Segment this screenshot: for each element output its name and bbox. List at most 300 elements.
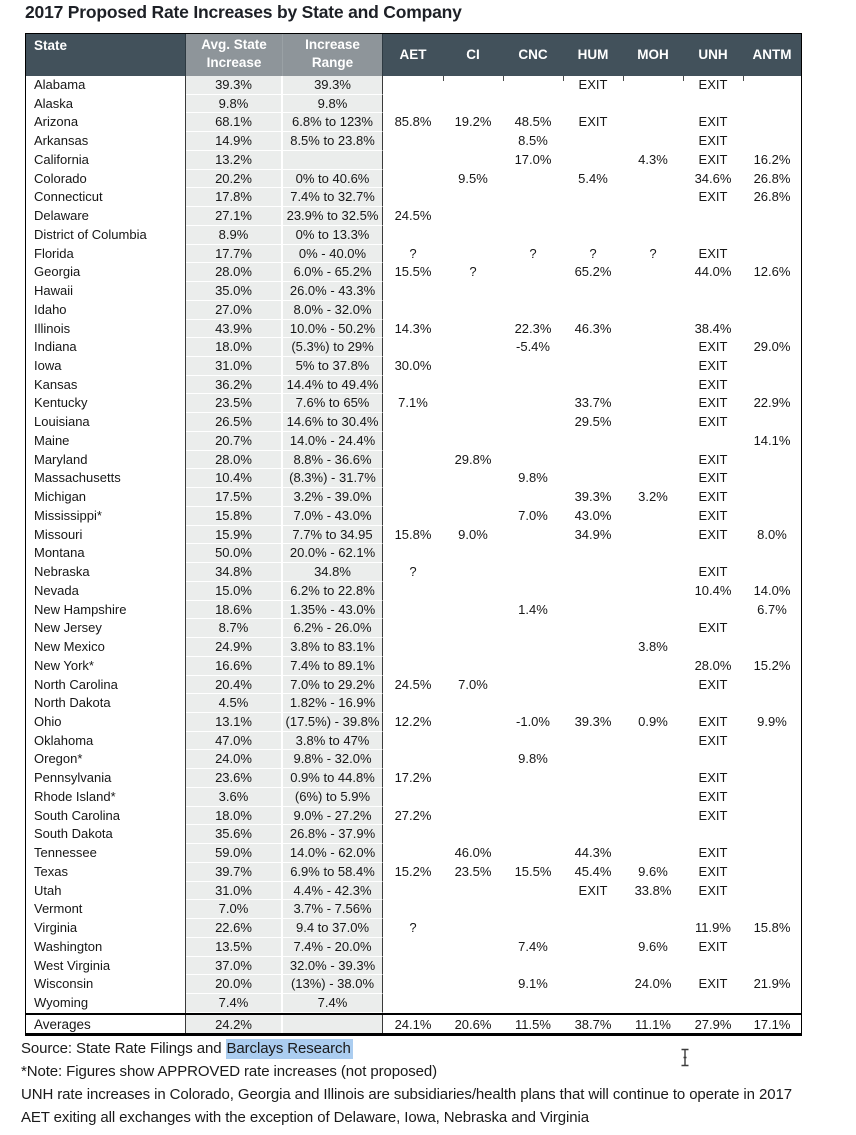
ci-cell xyxy=(443,882,503,901)
moh-cell xyxy=(623,207,683,226)
aet-cell xyxy=(383,151,443,170)
increase-range-cell: 0% to 13.3% xyxy=(283,226,383,245)
unh-cell: EXIT xyxy=(698,713,728,729)
avg-increase-cell: 4.5% xyxy=(186,694,283,713)
table-row xyxy=(26,619,801,638)
ci-cell xyxy=(443,750,503,769)
antm-cell xyxy=(743,882,801,901)
cnc-cell xyxy=(503,807,563,826)
avg-increase-cell: 36.2% xyxy=(186,376,283,395)
moh-cell: 3.2% xyxy=(638,489,668,505)
antm-cell xyxy=(743,413,801,432)
ci-cell: 46.0% xyxy=(454,845,492,861)
unh-cell: EXIT xyxy=(698,732,728,748)
increase-range-cell: (13%) - 38.0% xyxy=(283,975,383,994)
state-cell: Texas xyxy=(26,863,186,882)
antm-cell xyxy=(743,320,801,339)
note-aet: AET exiting all exchanges with the exception of Delaware, Iowa, Nebraska and Virginia xyxy=(21,1109,589,1126)
state-cell: New York* xyxy=(26,657,186,676)
ci-cell xyxy=(443,76,503,95)
unh-cell: 44.0% xyxy=(694,264,732,280)
state-cell: Oregon* xyxy=(26,750,186,769)
moh-cell: 9.6% xyxy=(638,938,668,954)
table-row xyxy=(26,900,801,919)
hum-cell: 29.5% xyxy=(574,414,612,430)
avg-increase-cell: 18.0% xyxy=(186,807,283,826)
hum-cell xyxy=(563,357,623,376)
hum-cell xyxy=(563,376,623,395)
column-headers-companies xyxy=(383,34,801,76)
hum-cell: EXIT xyxy=(578,114,608,130)
cnc-cell xyxy=(503,413,563,432)
unh-cell xyxy=(683,601,743,620)
table-row xyxy=(26,601,801,620)
table-row xyxy=(26,188,801,207)
table-row xyxy=(26,957,801,976)
avg-increase-cell: 15.0% xyxy=(186,582,283,601)
hum-cell xyxy=(563,788,623,807)
unh-cell: EXIT xyxy=(698,77,728,92)
state-cell: Vermont xyxy=(26,900,186,919)
unh-cell xyxy=(683,544,743,563)
increase-range-cell: 7.6% to 65% xyxy=(283,394,383,413)
ci-cell xyxy=(443,657,503,676)
aet-cell: 27.2% xyxy=(394,807,432,823)
increase-range-cell: 34.8% xyxy=(283,563,383,582)
moh-cell xyxy=(623,338,683,357)
table-row xyxy=(26,95,801,114)
avg-increase-cell: 16.6% xyxy=(186,657,283,676)
unh-cell: EXIT xyxy=(698,676,728,692)
moh-cell xyxy=(623,844,683,863)
cnc-cell xyxy=(503,994,563,1013)
aet-cell: 12.2% xyxy=(394,713,432,729)
increase-range-cell: 5% to 37.8% xyxy=(283,357,383,376)
state-cell: District of Columbia xyxy=(26,226,186,245)
moh-cell xyxy=(623,657,683,676)
table-row xyxy=(26,432,801,451)
hum-cell xyxy=(563,282,623,301)
unh-cell xyxy=(683,207,743,226)
unh-cell: EXIT xyxy=(698,189,728,205)
cnc-cell xyxy=(503,451,563,470)
state-cell: Delaware xyxy=(26,207,186,226)
moh-cell xyxy=(623,170,683,189)
antm-cell xyxy=(743,863,801,882)
increase-range-cell: 14.6% to 30.4% xyxy=(283,413,383,432)
unh-cell xyxy=(683,957,743,976)
moh-cell xyxy=(623,676,683,695)
moh-cell xyxy=(623,825,683,844)
state-cell: West Virginia xyxy=(26,957,186,976)
ci-cell xyxy=(443,900,503,919)
antm-cell xyxy=(743,676,801,695)
moh-cell xyxy=(623,301,683,320)
moh-cell xyxy=(623,507,683,526)
unh-cell: EXIT xyxy=(698,807,728,823)
ci-cell: 29.8% xyxy=(454,451,492,467)
increase-range-cell: 1.35% - 43.0% xyxy=(283,601,383,620)
antm-cell xyxy=(743,451,801,470)
unh-cell: EXIT xyxy=(698,564,728,580)
hum-cell xyxy=(563,582,623,601)
table-body xyxy=(26,76,801,1013)
antm-cell xyxy=(743,207,801,226)
state-cell: Missouri xyxy=(26,526,186,545)
table-row xyxy=(26,563,801,582)
hum-cell: 43.0% xyxy=(574,507,612,523)
cnc-cell xyxy=(503,657,563,676)
avg-increase-cell: 17.8% xyxy=(186,188,283,207)
i-beam-cursor-icon xyxy=(679,1048,691,1072)
antm-cell xyxy=(743,769,801,788)
hum-cell xyxy=(563,994,623,1013)
avg-increase-cell: 18.6% xyxy=(186,601,283,620)
state-cell: Arkansas xyxy=(26,132,186,151)
ci-cell xyxy=(443,582,503,601)
avg-increase-cell: 20.4% xyxy=(186,676,283,695)
moh-cell xyxy=(623,469,683,488)
state-cell: South Carolina xyxy=(26,807,186,826)
moh-cell xyxy=(623,263,683,282)
table-row xyxy=(26,694,801,713)
hum-cell: 5.4% xyxy=(578,170,608,186)
antm-cell: 16.2% xyxy=(753,151,791,167)
avg-increase-cell: 15.8% xyxy=(186,507,283,526)
avg-increase-cell: 14.9% xyxy=(186,132,283,151)
unh-cell xyxy=(683,994,743,1013)
hum-cell xyxy=(563,638,623,657)
averages-unh-cell: 27.9% xyxy=(694,1016,732,1032)
table-row xyxy=(26,263,801,282)
avg-increase-cell: 20.0% xyxy=(186,975,283,994)
antm-cell xyxy=(743,357,801,376)
unh-cell: EXIT xyxy=(698,245,728,261)
cnc-cell: 17.0% xyxy=(514,151,552,167)
aet-cell xyxy=(383,76,443,95)
avg-increase-cell: 17.5% xyxy=(186,488,283,507)
avg-increase-cell: 37.0% xyxy=(186,957,283,976)
aet-cell xyxy=(383,413,443,432)
unh-cell: EXIT xyxy=(698,133,728,149)
table-row xyxy=(26,769,801,788)
cnc-cell: 9.8% xyxy=(518,470,548,486)
unh-cell xyxy=(683,825,743,844)
state-cell: Pennsylvania xyxy=(26,769,186,788)
moh-cell xyxy=(623,788,683,807)
avg-increase-cell: 26.5% xyxy=(186,413,283,432)
antm-cell xyxy=(743,694,801,713)
hum-cell xyxy=(563,132,623,151)
cnc-cell xyxy=(503,957,563,976)
increase-range-cell: 8.0% - 32.0% xyxy=(283,301,383,320)
averages-aet-cell: 24.1% xyxy=(394,1016,432,1032)
source-text: Source: State Rate Filings and xyxy=(21,1040,226,1057)
hum-cell xyxy=(563,226,623,245)
state-cell: Washington xyxy=(26,938,186,957)
aet-cell xyxy=(383,957,443,976)
aet-cell xyxy=(383,694,443,713)
unh-cell xyxy=(683,301,743,320)
hum-cell xyxy=(563,676,623,695)
cnc-cell xyxy=(503,825,563,844)
hum-cell xyxy=(563,469,623,488)
unh-cell: EXIT xyxy=(698,395,728,411)
antm-cell xyxy=(743,95,801,114)
ci-cell xyxy=(443,788,503,807)
table-row xyxy=(26,713,801,732)
antm-cell xyxy=(743,282,801,301)
state-cell: North Dakota xyxy=(26,694,186,713)
cnc-cell xyxy=(503,76,563,95)
aet-cell xyxy=(383,188,443,207)
aet-cell xyxy=(383,226,443,245)
antm-cell: 8.0% xyxy=(757,526,787,542)
hum-cell: 45.4% xyxy=(574,863,612,879)
increase-range-cell xyxy=(283,151,383,170)
antm-cell xyxy=(743,245,801,264)
increase-range-cell: 6.8% to 123% xyxy=(283,113,383,132)
antm-cell xyxy=(743,226,801,245)
aet-cell: ? xyxy=(409,564,417,580)
increase-range-cell: 8.5% to 23.8% xyxy=(283,132,383,151)
column-header-range-line1: Increase xyxy=(305,37,360,52)
avg-increase-cell: 18.0% xyxy=(186,338,283,357)
ci-cell xyxy=(443,544,503,563)
moh-cell xyxy=(623,376,683,395)
increase-range-cell: (17.5%) - 39.8% xyxy=(283,713,383,732)
antm-cell xyxy=(743,301,801,320)
avg-increase-cell: 13.1% xyxy=(186,713,283,732)
unh-cell xyxy=(683,226,743,245)
antm-cell xyxy=(743,544,801,563)
unh-cell: EXIT xyxy=(698,526,728,542)
state-cell: Illinois xyxy=(26,320,186,339)
moh-cell xyxy=(623,320,683,339)
aet-cell xyxy=(383,282,443,301)
cnc-cell: 9.1% xyxy=(518,976,548,992)
moh-cell xyxy=(623,769,683,788)
unh-cell: EXIT xyxy=(698,414,728,430)
hum-cell xyxy=(563,338,623,357)
table-row xyxy=(26,657,801,676)
avg-increase-cell: 39.7% xyxy=(186,863,283,882)
ci-cell xyxy=(443,619,503,638)
aet-cell xyxy=(383,844,443,863)
aet-cell xyxy=(383,732,443,751)
aet-cell xyxy=(383,975,443,994)
ci-cell xyxy=(443,338,503,357)
hum-cell xyxy=(563,694,623,713)
ci-cell xyxy=(443,694,503,713)
antm-cell xyxy=(743,507,801,526)
ci-cell: 19.2% xyxy=(454,114,492,130)
hum-cell: 39.3% xyxy=(574,713,612,729)
rate-increase-table xyxy=(25,33,802,1036)
aet-cell: 15.5% xyxy=(394,264,432,280)
state-cell: Wyoming xyxy=(26,994,186,1013)
hum-cell xyxy=(563,807,623,826)
ci-cell xyxy=(443,207,503,226)
ci-cell xyxy=(443,488,503,507)
cnc-cell xyxy=(503,732,563,751)
hum-cell: 33.7% xyxy=(574,395,612,411)
increase-range-cell: 4.4% - 42.3% xyxy=(283,882,383,901)
hum-cell xyxy=(563,544,623,563)
antm-cell: 29.0% xyxy=(753,339,791,355)
cnc-cell xyxy=(503,900,563,919)
column-header-unh: UNH xyxy=(698,47,728,62)
column-header-avg-state-increase xyxy=(186,34,283,76)
hum-cell xyxy=(563,769,623,788)
avg-increase-cell: 23.5% xyxy=(186,394,283,413)
antm-cell: 14.0% xyxy=(753,582,791,598)
table-row xyxy=(26,582,801,601)
antm-cell: 6.7% xyxy=(757,601,787,617)
moh-cell xyxy=(623,188,683,207)
increase-range-cell: 14.0% - 62.0% xyxy=(283,844,383,863)
increase-range-cell: 7.7% to 34.95 xyxy=(283,526,383,545)
increase-range-cell: (6%) to 5.9% xyxy=(283,788,383,807)
state-cell: New Hampshire xyxy=(26,601,186,620)
antm-cell xyxy=(743,825,801,844)
hum-cell: 44.3% xyxy=(574,845,612,861)
moh-cell xyxy=(623,451,683,470)
state-cell: Connecticut xyxy=(26,188,186,207)
ci-cell xyxy=(443,769,503,788)
hum-cell: 65.2% xyxy=(574,264,612,280)
unh-cell xyxy=(683,750,743,769)
moh-cell xyxy=(623,619,683,638)
state-cell: Montana xyxy=(26,544,186,563)
antm-cell xyxy=(743,750,801,769)
antm-cell xyxy=(743,132,801,151)
moh-cell xyxy=(623,750,683,769)
ci-cell xyxy=(443,713,503,732)
increase-range-cell: 7.4% xyxy=(283,994,383,1013)
hum-cell xyxy=(563,957,623,976)
cnc-cell: 7.4% xyxy=(518,938,548,954)
cnc-cell xyxy=(503,394,563,413)
antm-cell xyxy=(743,844,801,863)
hum-cell xyxy=(563,975,623,994)
column-header-aet: AET xyxy=(399,47,427,62)
increase-range-cell: 7.0% - 43.0% xyxy=(283,507,383,526)
moh-cell xyxy=(623,413,683,432)
moh-cell xyxy=(623,95,683,114)
unh-cell: EXIT xyxy=(698,976,728,992)
table-row xyxy=(26,151,801,170)
cnc-cell xyxy=(503,170,563,189)
moh-cell xyxy=(623,957,683,976)
ci-cell xyxy=(443,301,503,320)
hum-cell xyxy=(563,601,623,620)
increase-range-cell: 8.8% - 36.6% xyxy=(283,451,383,470)
moh-cell xyxy=(623,76,683,95)
aet-cell xyxy=(383,825,443,844)
ci-cell xyxy=(443,95,503,114)
column-header-avg-line1: Avg. State xyxy=(201,37,267,52)
state-cell: Massachusetts xyxy=(26,469,186,488)
cnc-cell: 9.8% xyxy=(518,751,548,767)
table-row xyxy=(26,825,801,844)
ci-cell xyxy=(443,919,503,938)
table-row xyxy=(26,394,801,413)
hum-cell: 34.9% xyxy=(574,526,612,542)
cnc-cell xyxy=(503,582,563,601)
antm-cell: 15.8% xyxy=(753,920,791,936)
cnc-cell: 48.5% xyxy=(514,114,552,130)
averages-row xyxy=(26,1013,801,1033)
increase-range-cell: 3.2% - 39.0% xyxy=(283,488,383,507)
antm-cell: 22.9% xyxy=(753,395,791,411)
aet-cell xyxy=(383,638,443,657)
table-row xyxy=(26,376,801,395)
increase-range-cell: 6.2% to 22.8% xyxy=(283,582,383,601)
note-approved: *Note: Figures show APPROVED rate increases (not proposed) xyxy=(21,1063,438,1080)
antm-cell xyxy=(743,563,801,582)
antm-cell xyxy=(743,994,801,1013)
increase-range-cell: 6.0% - 65.2% xyxy=(283,263,383,282)
hum-cell xyxy=(563,732,623,751)
unh-cell: 11.9% xyxy=(695,920,731,936)
moh-cell xyxy=(623,226,683,245)
cnc-cell xyxy=(503,544,563,563)
column-divider-tick xyxy=(443,76,444,81)
state-cell: Wisconsin xyxy=(26,975,186,994)
increase-range-cell: 3.7% - 7.56% xyxy=(283,900,383,919)
cnc-cell xyxy=(503,638,563,657)
aet-cell xyxy=(383,750,443,769)
cnc-cell xyxy=(503,526,563,545)
averages-range-cell xyxy=(283,1015,383,1033)
ci-cell xyxy=(443,975,503,994)
state-cell: California xyxy=(26,151,186,170)
hum-cell xyxy=(563,301,623,320)
ci-cell: 7.0% xyxy=(458,676,488,692)
avg-increase-cell: 43.9% xyxy=(186,320,283,339)
averages-label-cell: Averages xyxy=(26,1015,186,1033)
column-divider-tick xyxy=(683,76,684,81)
averages-cnc-cell: 11.5% xyxy=(515,1016,551,1032)
table-row xyxy=(26,638,801,657)
avg-increase-cell: 59.0% xyxy=(186,844,283,863)
state-cell: Iowa xyxy=(26,357,186,376)
table-row xyxy=(26,488,801,507)
avg-increase-cell: 47.0% xyxy=(186,732,283,751)
unh-cell: EXIT xyxy=(698,489,728,505)
avg-increase-cell: 68.1% xyxy=(186,113,283,132)
column-divider-tick xyxy=(743,76,744,81)
aet-cell xyxy=(383,994,443,1013)
table-row xyxy=(26,750,801,769)
unh-cell: EXIT xyxy=(698,470,728,486)
state-cell: Alaska xyxy=(26,95,186,114)
avg-increase-cell: 27.1% xyxy=(186,207,283,226)
cnc-cell xyxy=(503,432,563,451)
cnc-cell xyxy=(503,619,563,638)
increase-range-cell: 10.0% - 50.2% xyxy=(283,320,383,339)
state-cell: Idaho xyxy=(26,301,186,320)
increase-range-cell: 39.3% xyxy=(283,76,383,95)
antm-cell xyxy=(743,807,801,826)
ci-cell xyxy=(443,938,503,957)
state-cell: Louisiana xyxy=(26,413,186,432)
column-header-state: State xyxy=(26,34,186,76)
table-row xyxy=(26,732,801,751)
table-row xyxy=(26,807,801,826)
cnc-cell xyxy=(503,919,563,938)
